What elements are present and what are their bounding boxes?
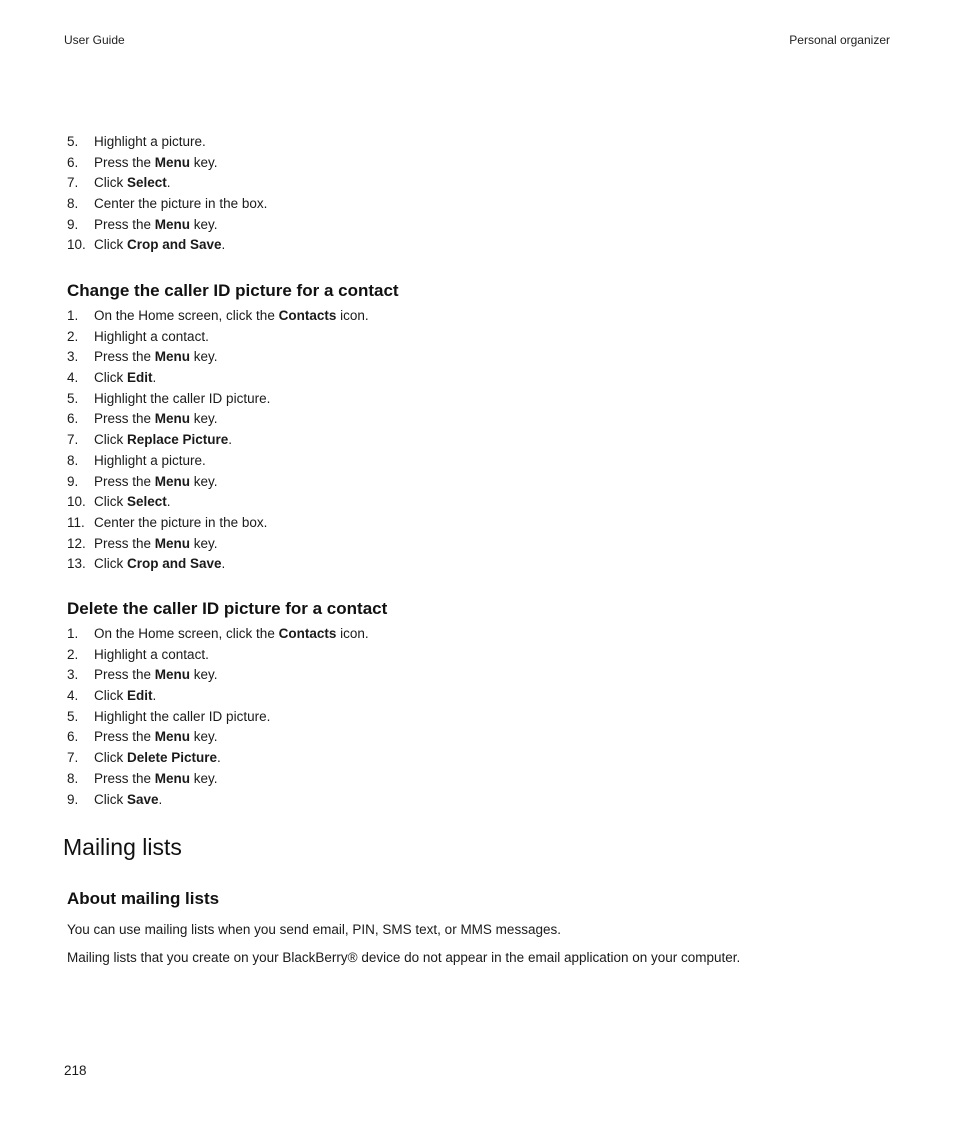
step-text: On the Home screen, click the <box>94 308 279 323</box>
list-item <box>67 534 369 555</box>
list-item <box>67 327 369 348</box>
step-text-end: key. <box>190 411 218 427</box>
step-number: 3. <box>67 667 79 683</box>
step-number: 9. <box>67 216 79 232</box>
step-text: Highlight a contact. <box>94 328 209 344</box>
step-number: 9. <box>67 791 79 807</box>
list-item <box>67 347 369 368</box>
step-number: 2. <box>67 328 79 344</box>
step-text-end: . <box>228 432 233 448</box>
step-number: 11. <box>67 514 85 530</box>
step-number: 8. <box>67 770 79 786</box>
list-item <box>67 389 369 410</box>
step-number: 6. <box>67 411 79 427</box>
about-mailing-lists-heading: About mailing lists <box>67 889 220 908</box>
step-text: Click <box>94 688 127 704</box>
step-text: Center the picture in the box. <box>94 196 268 212</box>
step-text-end: . <box>166 175 171 191</box>
step-text: Press the <box>94 349 155 365</box>
step-text-end: . <box>166 494 171 510</box>
step-ui-term: Menu <box>154 154 191 170</box>
list-item <box>67 430 369 451</box>
step-number: 4. <box>67 688 79 704</box>
step-number: 7. <box>67 175 79 191</box>
step-ui-term: Edit <box>127 370 153 386</box>
step-text: Click <box>94 175 127 191</box>
step-text-end: . <box>217 750 221 766</box>
step-text-end: . <box>221 556 226 572</box>
step-number: 5. <box>67 390 79 406</box>
step-text: Highlight the caller ID picture. <box>94 390 271 406</box>
step-text: Press the <box>94 770 155 786</box>
step-text: Press the <box>94 154 155 170</box>
step-text: Press the <box>94 473 155 489</box>
step-text: Highlight a contact. <box>94 646 209 662</box>
step-number: 10. <box>67 494 86 510</box>
step-ui-term: Menu <box>154 729 191 745</box>
page-number: 218 <box>64 1063 87 1078</box>
list-item <box>67 727 369 748</box>
list-item <box>67 686 369 707</box>
paragraph-mailing-lists-usage: You can use mailing lists when you send email, PIN, SMS text, or MMS messages. <box>67 922 561 937</box>
step-text: Press the <box>94 216 155 232</box>
step-text-end: key. <box>190 216 218 232</box>
step-number: 8. <box>67 452 79 468</box>
step-number: 3. <box>67 349 79 365</box>
step-number: 12. <box>67 535 86 551</box>
step-text-end: key. <box>190 535 218 551</box>
step-ui-term: Menu <box>154 667 191 683</box>
step-text: Highlight a picture. <box>94 134 206 149</box>
steps-list-delete <box>67 624 369 810</box>
step-text: Press the <box>94 667 155 683</box>
step-ui-term: Menu <box>154 411 191 427</box>
step-ui-term: Contacts <box>278 626 337 641</box>
step-text: Press the <box>94 729 155 745</box>
step-ui-term: Menu <box>154 349 191 365</box>
step-ui-term: Replace Picture <box>127 432 229 448</box>
step-number: 2. <box>67 646 79 662</box>
list-item <box>67 173 267 194</box>
step-text-end: key. <box>190 473 218 489</box>
step-text: Click <box>94 556 127 572</box>
step-number: 6. <box>67 154 79 170</box>
step-ui-term: Select <box>127 494 167 510</box>
step-ui-term: Edit <box>127 688 153 704</box>
step-text-end: key. <box>190 154 218 170</box>
step-number: 6. <box>67 729 79 745</box>
step-text-end: . <box>152 688 157 704</box>
list-item <box>67 235 267 256</box>
step-text-end: icon. <box>336 626 369 641</box>
step-text: Click <box>94 791 127 807</box>
step-text: Click <box>94 494 127 510</box>
step-number: 1. <box>67 308 79 323</box>
step-text: Press the <box>94 535 155 551</box>
list-item <box>67 645 369 666</box>
mailing-lists-heading: Mailing lists <box>63 834 182 860</box>
step-number: 4. <box>67 370 79 386</box>
list-item <box>67 153 267 174</box>
step-number: 8. <box>67 196 79 212</box>
step-text-end: . <box>158 791 163 807</box>
list-item <box>67 492 369 513</box>
step-text: Click <box>94 370 127 386</box>
step-ui-term: Menu <box>154 473 191 489</box>
step-text: On the Home screen, click the <box>94 626 279 641</box>
step-number: 7. <box>67 750 79 766</box>
list-item <box>67 409 369 430</box>
step-number: 10. <box>67 237 86 253</box>
step-ui-term: Save <box>127 791 159 807</box>
step-ui-term: Menu <box>154 216 191 232</box>
list-item <box>67 472 369 493</box>
step-text: Click <box>94 750 127 766</box>
step-text: Press the <box>94 411 155 427</box>
list-item <box>67 194 267 215</box>
step-text-end: key. <box>190 729 218 745</box>
step-ui-term: Menu <box>154 770 191 786</box>
step-text-end: key. <box>190 667 218 683</box>
step-number: 1. <box>67 626 79 641</box>
step-text: Highlight the caller ID picture. <box>94 708 271 724</box>
list-item <box>67 554 369 575</box>
list-item <box>67 451 369 472</box>
change-caller-id-heading: Change the caller ID picture for a contact <box>67 281 399 300</box>
steps-list-crop <box>67 132 267 256</box>
step-text: Click <box>94 237 127 253</box>
paragraph-mailing-lists-sync: Mailing lists that you create on your BlackBerry® device do not appear in the email application on your computer. <box>67 950 741 965</box>
list-item <box>67 665 369 686</box>
list-item <box>67 790 369 811</box>
running-header-right: Personal organizer <box>789 33 890 47</box>
step-text-end: . <box>152 370 157 386</box>
list-item <box>67 624 369 645</box>
step-ui-term: Delete Picture <box>127 750 218 766</box>
steps-list-change <box>67 306 369 575</box>
running-header-left: User Guide <box>64 33 125 47</box>
list-item <box>67 513 369 534</box>
list-item <box>67 132 267 153</box>
step-text: Highlight a picture. <box>94 452 206 468</box>
step-number: 9. <box>67 473 79 489</box>
step-text-end: key. <box>190 770 218 786</box>
step-number: 5. <box>67 708 79 724</box>
step-number: 7. <box>67 432 79 448</box>
step-text-end: . <box>221 237 226 253</box>
step-text-end: icon. <box>336 308 369 323</box>
step-number: 5. <box>67 134 79 149</box>
list-item <box>67 748 369 769</box>
step-ui-term: Menu <box>154 535 191 551</box>
step-ui-term: Contacts <box>278 308 337 323</box>
list-item <box>67 215 267 236</box>
step-text: Click <box>94 432 127 448</box>
step-text: Center the picture in the box. <box>94 514 268 530</box>
list-item <box>67 306 369 327</box>
step-ui-term: Crop and Save <box>127 556 222 572</box>
step-number: 13. <box>67 556 86 572</box>
step-ui-term: Crop and Save <box>127 237 222 253</box>
step-text-end: key. <box>190 349 218 365</box>
list-item <box>67 368 369 389</box>
list-item <box>67 707 369 728</box>
delete-caller-id-heading: Delete the caller ID picture for a contact <box>67 599 388 618</box>
step-ui-term: Select <box>127 175 167 191</box>
list-item <box>67 769 369 790</box>
